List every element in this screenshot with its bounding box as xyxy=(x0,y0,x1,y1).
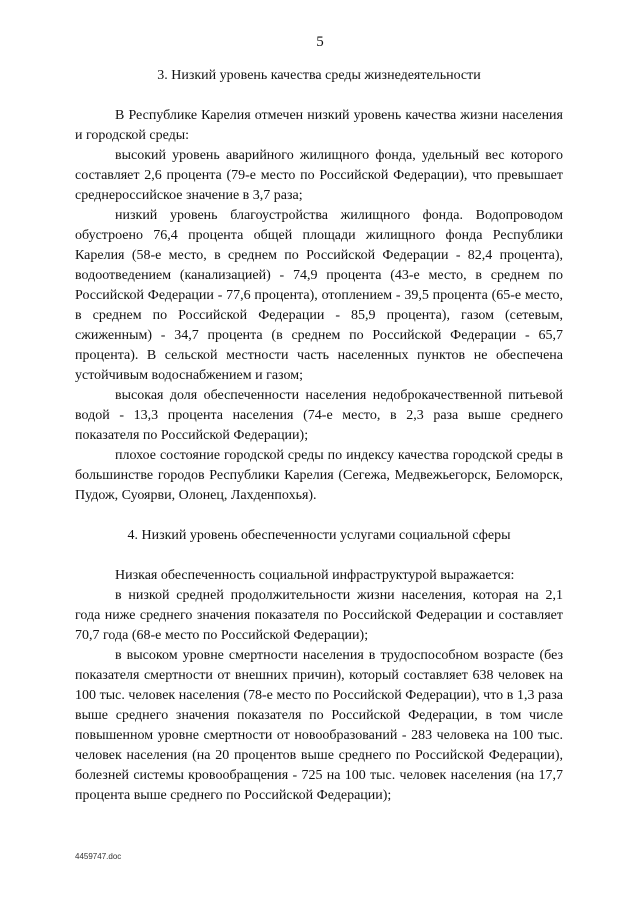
paragraph: плохое состояние городской среды по индексу качества городской среды в большинстве городов Республики Карелия (Сегежа, Медвежьегорск, Беломорск, Пудож, Суоярви, Олонец, Лахденпохья). xyxy=(75,448,563,503)
paragraph: В Республике Карелия отмечен низкий уровень качества жизни населения и городской среды: xyxy=(75,108,563,143)
paragraph: в высоком уровне смертности населения в трудоспособном возрасте (без показателя смертности от внешних причин), который составляет 638 человек на 100 тыс. человек населения (78-е место по Российской Федерации), что в 1,3 раза выше среднего значения показателя по Российской Федерации, в том числе повышенном уровне смертности от новообразований - 283 человека на 100 тыс. человек населения (на 20 процентов выше среднего по Российской Федерации), болезней системы кровообращения - 725 на 100 тыс. человек населения (на 17,7 процента выше среднего по Российской Федерации); xyxy=(75,648,563,803)
page-number: 5 xyxy=(316,34,324,50)
document-code: 4459747.doc xyxy=(75,852,122,861)
section-3-heading: 3. Низкий уровень качества среды жизнедеятельности xyxy=(157,68,481,83)
paragraph: низкий уровень благоустройства жилищного фонда. Водопроводом обустроено 76,4 процента общей площади жилищного фонда Республики Карелия (58-е место, в среднем по Российской Федерации - 82,4 процента), водоотведением (канализацией) - 74,9 процента (43-е место, в среднем по Российской Федерации - 77,6 процента), отоплением - 39,5 процента (65-е место, в среднем по Российской Федерации - 85,9 процента), газом (сетевым, сжиженным) - 34,7 процента (в среднем по Российской Федерации - 65,7 процента). В сельской местности часть населенных пунктов не обеспечена устойчивым водоснабжением и газом; xyxy=(75,208,563,383)
paragraph: высокий уровень аварийного жилищного фонда, удельный вес которого составляет 2,6 процента (79-е место по Российской Федерации), что превышает среднероссийское значение в 3,7 раза; xyxy=(75,148,563,203)
document-body xyxy=(75,66,563,806)
paragraph: в низкой средней продолжительности жизни населения, которая на 2,1 года ниже среднего значения показателя по Российской Федерации и составляет 70,7 года (68-е место по Российской Федерации); xyxy=(75,588,563,643)
paragraph: высокая доля обеспеченности населения недоброкачественной питьевой водой - 13,3 процента населения (74-е место, в 2,3 раза выше среднего показателя по Российской Федерации); xyxy=(75,388,563,443)
section-4-heading: 4. Низкий уровень обеспеченности услугами социальной сферы xyxy=(127,528,511,543)
paragraph: Низкая обеспеченность социальной инфраструктурой выражается: xyxy=(115,568,515,583)
